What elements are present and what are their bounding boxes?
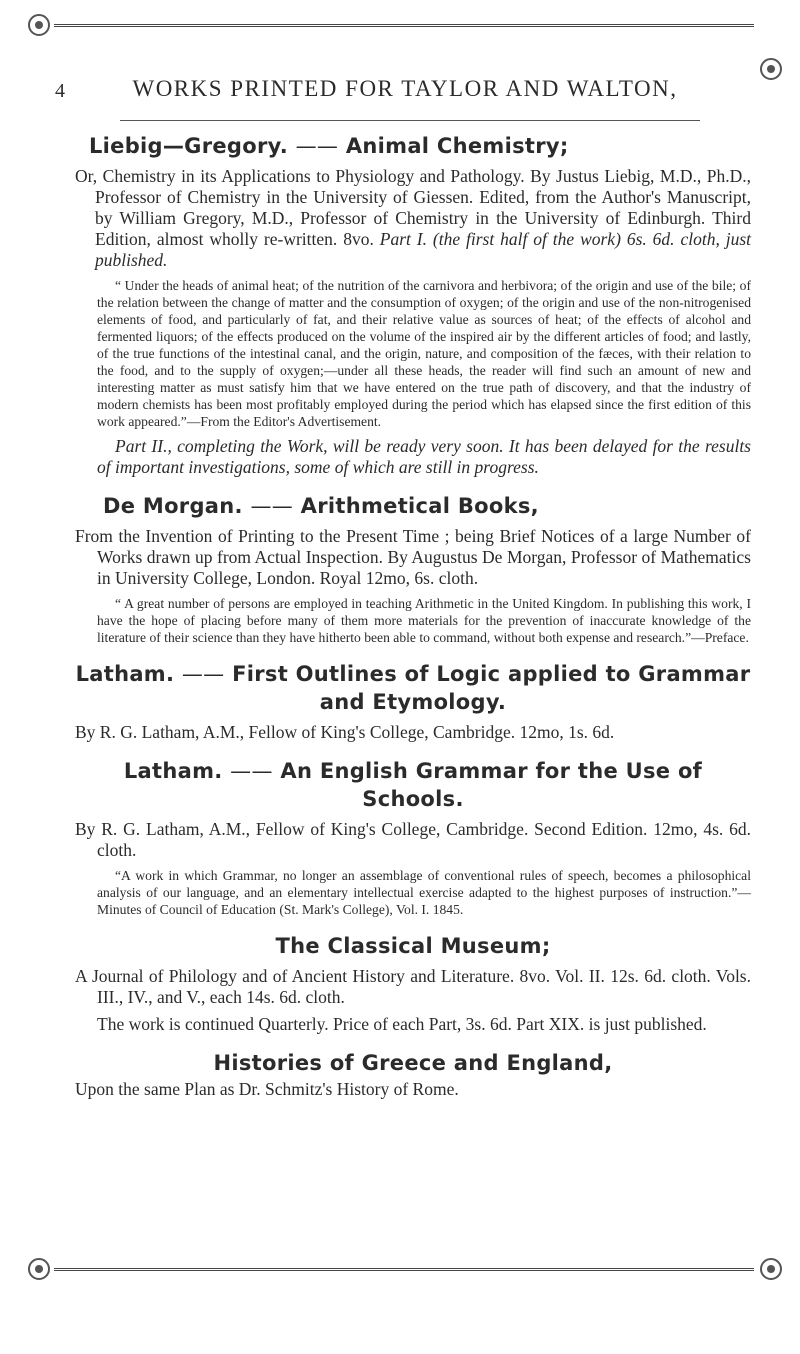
entry-note: The work is continued Quarterly. Price of each Part, 3s. 6d. Part XIX. is just published. — [97, 1014, 707, 1034]
page-number: 4 — [55, 80, 65, 102]
heading-author: Latham. — [123, 759, 223, 783]
entry-latham-logic — [75, 660, 751, 743]
catalogue-content — [75, 132, 751, 1114]
entry-quote: “ A great number of persons are employed in teaching Arithmetic in the United Kingdom. In publishing this work, I have the hope of placing before many of them more materials for the prevention of inaccurate knowledge of the literature of their science than they have hitherto been able to command, without both expense and research.”—Preface. — [97, 596, 751, 645]
entry-de-morgan — [75, 492, 751, 646]
heading-title: Arithmetical Books, — [300, 494, 539, 518]
entry-description: Upon the same Plan as Dr. Schmitz's History of Rome. — [75, 1079, 459, 1099]
top-border-rule — [54, 24, 754, 27]
entry-description: A Journal of Philology and of Ancient History and Literature. 8vo. Vol. II. 12s. 6d. cloth. Vols. III., IV., and V., each 14s. 6d. cloth. — [75, 966, 751, 1007]
entry-heading: Latham. —— An English Grammar for the Use of Schools. — [123, 759, 703, 811]
corner-ornament-top-right — [758, 56, 784, 82]
entry-description: By R. G. Latham, A.M., Fellow of King's College, Cambridge. 12mo, 1s. 6d. — [75, 722, 615, 742]
header-rule — [120, 120, 700, 121]
entry-classical-museum — [75, 932, 751, 1035]
running-title: WORKS PRINTED FOR TAYLOR AND WALTON, — [132, 76, 678, 101]
entry-heading: Liebig—Gregory. —— Animal Chemistry; — [89, 134, 569, 158]
entry-heading: Latham. —— First Outlines of Logic applied to Grammar and Etymology. — [75, 662, 751, 714]
heading-title: Animal Chemistry; — [345, 134, 569, 158]
entry-latham-grammar — [75, 757, 751, 918]
corner-ornament-top-left — [26, 12, 52, 38]
entry-quote: “ Under the heads of animal heat; of the nutrition of the carnivora and herbivora; of the origin and use of the bile; of the relation between the change of matter and the consumption of oxygen; of the origin and use of the non-nitrogenised elements of food, and particularly of fat, and their relative value as sources of heat; of the effects of alcohol and fermented liquors; of the effects produced on the volume of the inspired air by the different articles of food; and lastly, of the true functions of the intestinal canal, and the origin, nature, and composition of the fæces, with their relation to the food, and to the supply of oxygen;—under all these heads, the reader will find such an amount of new and interesting matter as must satisfy him that we have entered on the true path of discovery, and that the industry of modern chemists has been most profitably employed during the period which has elapsed since the first edition of this work appeared.”—From the Editor's Advertisement. — [97, 278, 751, 429]
corner-ornament-bottom-left — [26, 1256, 52, 1282]
entry-histories — [75, 1049, 751, 1100]
entry-description: Or, Chemistry in its Applications to Physiology and Pathology. By Justus Liebig, M.D., Ph.D., Professor of Chemistry in the University of Giessen. Edited, from the Author's Manuscript, by William Gregory, M.D., Professor of Chemistry in the University of Edinburgh. Third Edition, almost wholly re-written. 8vo. Part I. (the first half of the work) 6s. 6d. cloth, just published. — [75, 166, 752, 270]
bottom-border-rule — [54, 1268, 754, 1271]
corner-ornament-bottom-right — [758, 1256, 784, 1282]
heading-author: Liebig—Gregory. — [89, 134, 288, 158]
heading-title: First Outlines of Logic applied to Grammar and Etymology. — [232, 662, 751, 714]
entry-liebig-gregory — [75, 132, 751, 478]
heading-title: An English Grammar for the Use of Schools. — [280, 759, 703, 811]
entry-description: By R. G. Latham, A.M., Fellow of King's College, Cambridge. Second Edition. 12mo, 4s. 6d. cloth. — [75, 819, 751, 860]
entry-quote: “A work in which Grammar, no longer an assemblage of conventional rules of speech, becomes a philosophical analysis of our language, and an elementary intellectual exercise adapted to the highest purposes of instruction.”—Minutes of Council of Education (St. Mark's College), Vol. I. 1845. — [97, 868, 751, 917]
heading-author: De Morgan. — [103, 494, 243, 518]
entry-heading: The Classical Museum; — [275, 934, 551, 958]
entry-note: Part II., completing the Work, will be ready very soon. It has been delayed for the results of important investigations, some of which are still in progress. — [97, 436, 751, 477]
entry-heading: Histories of Greece and England, — [213, 1051, 613, 1075]
entry-heading: De Morgan. —— Arithmetical Books, — [103, 494, 539, 518]
entry-description: From the Invention of Printing to the Present Time ; being Brief Notices of a large Number of Works drawn up from Actual Inspection. By Augustus De Morgan, Professor of Mathematics in University College, London. Royal 12mo, 6s. cloth. — [75, 526, 751, 588]
heading-author: Latham. — [75, 662, 175, 686]
